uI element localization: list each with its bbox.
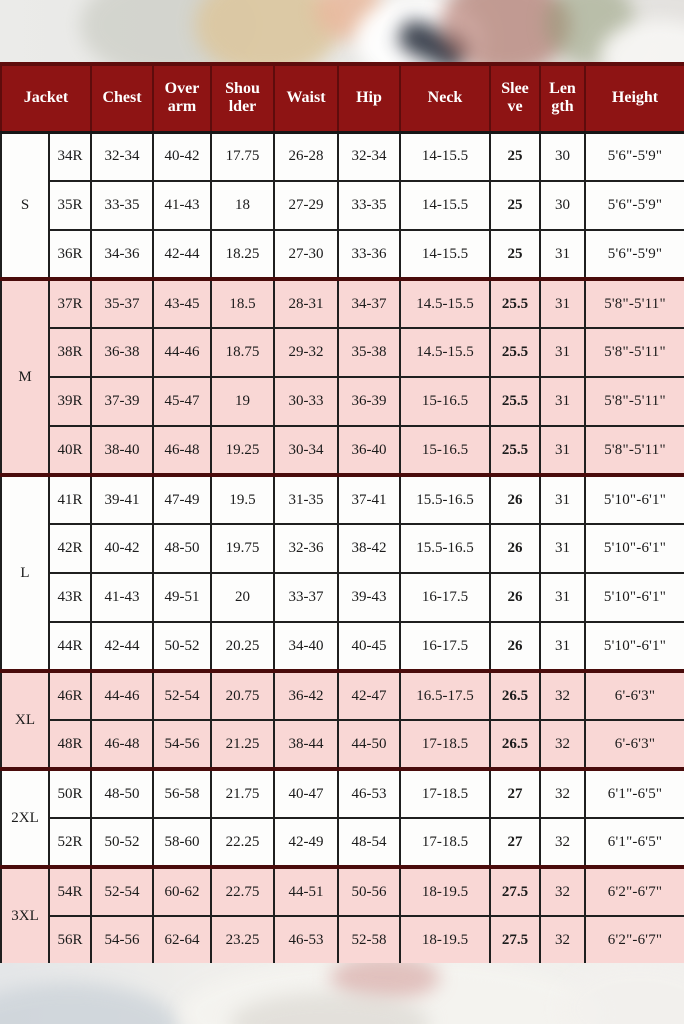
cell-46r-length: 32: [540, 671, 585, 720]
cell-37r-length: 31: [540, 279, 585, 328]
cell-56r-waist: 46-53: [274, 916, 338, 965]
cell-34r-overarm: 40-42: [153, 132, 211, 181]
cell-40r-overarm: 46-48: [153, 426, 211, 475]
cell-46r-hip: 42-47: [338, 671, 400, 720]
cell-34r-length: 30: [540, 132, 585, 181]
cell-36r-length: 31: [540, 230, 585, 279]
cell-44r-jacket: 44R: [49, 622, 91, 671]
header-cell-jacket: Jacket: [1, 64, 91, 132]
background-photo-top: [0, 0, 684, 62]
cell-38r-jacket: 38R: [49, 328, 91, 377]
cell-35r-jacket: 35R: [49, 181, 91, 230]
cell-56r-jacket: 56R: [49, 916, 91, 965]
header-cell-sleeve: Slee ve: [490, 64, 540, 132]
cell-39r-hip: 36-39: [338, 377, 400, 426]
size-row-40r: [1, 426, 684, 475]
cell-52r-height: 6'1"-6'5": [585, 818, 684, 867]
cell-36r-neck: 14-15.5: [400, 230, 490, 279]
cell-54r-neck: 18-19.5: [400, 867, 490, 916]
cell-41r-neck: 15.5-16.5: [400, 475, 490, 524]
cell-37r-waist: 28-31: [274, 279, 338, 328]
group-label-m: M: [1, 279, 49, 475]
cell-44r-chest: 42-44: [91, 622, 153, 671]
cell-37r-jacket: 37R: [49, 279, 91, 328]
size-row-43r: [1, 573, 684, 622]
group-label-xl: XL: [1, 671, 49, 769]
cell-50r-jacket: 50R: [49, 769, 91, 818]
cell-44r-sleeve: 26: [490, 622, 540, 671]
cell-39r-overarm: 45-47: [153, 377, 211, 426]
cell-52r-hip: 48-54: [338, 818, 400, 867]
cell-34r-hip: 32-34: [338, 132, 400, 181]
cell-42r-overarm: 48-50: [153, 524, 211, 573]
cell-39r-waist: 30-33: [274, 377, 338, 426]
cell-38r-length: 31: [540, 328, 585, 377]
cell-43r-overarm: 49-51: [153, 573, 211, 622]
cell-44r-height: 5'10"-6'1": [585, 622, 684, 671]
cell-40r-neck: 15-16.5: [400, 426, 490, 475]
cell-46r-waist: 36-42: [274, 671, 338, 720]
cell-52r-overarm: 58-60: [153, 818, 211, 867]
cell-50r-overarm: 56-58: [153, 769, 211, 818]
size-row-39r: [1, 377, 684, 426]
cell-41r-height: 5'10"-6'1": [585, 475, 684, 524]
cell-48r-shoulder: 21.25: [211, 720, 274, 769]
cell-54r-sleeve: 27.5: [490, 867, 540, 916]
cell-46r-overarm: 52-54: [153, 671, 211, 720]
cell-44r-waist: 34-40: [274, 622, 338, 671]
size-row-37r: [1, 279, 684, 328]
cell-34r-height: 5'6"-5'9": [585, 132, 684, 181]
cell-41r-length: 31: [540, 475, 585, 524]
cell-37r-hip: 34-37: [338, 279, 400, 328]
cell-42r-waist: 32-36: [274, 524, 338, 573]
cell-35r-sleeve: 25: [490, 181, 540, 230]
group-label-s: S: [1, 132, 49, 279]
cell-41r-chest: 39-41: [91, 475, 153, 524]
cell-46r-chest: 44-46: [91, 671, 153, 720]
cell-46r-height: 6'-6'3": [585, 671, 684, 720]
cell-50r-neck: 17-18.5: [400, 769, 490, 818]
cell-38r-shoulder: 18.75: [211, 328, 274, 377]
cell-35r-height: 5'6"-5'9": [585, 181, 684, 230]
cell-56r-length: 32: [540, 916, 585, 965]
cell-34r-waist: 26-28: [274, 132, 338, 181]
cell-50r-waist: 40-47: [274, 769, 338, 818]
cell-42r-length: 31: [540, 524, 585, 573]
cell-38r-chest: 36-38: [91, 328, 153, 377]
cell-42r-hip: 38-42: [338, 524, 400, 573]
cell-43r-jacket: 43R: [49, 573, 91, 622]
size-row-52r: [1, 818, 684, 867]
cell-42r-neck: 15.5-16.5: [400, 524, 490, 573]
cell-40r-height: 5'8"-5'11": [585, 426, 684, 475]
cell-37r-neck: 14.5-15.5: [400, 279, 490, 328]
cell-41r-jacket: 41R: [49, 475, 91, 524]
cell-39r-length: 31: [540, 377, 585, 426]
header-cell-height: Height: [585, 64, 684, 132]
cell-38r-neck: 14.5-15.5: [400, 328, 490, 377]
size-chart-table: [0, 62, 684, 966]
cell-50r-shoulder: 21.75: [211, 769, 274, 818]
cell-41r-hip: 37-41: [338, 475, 400, 524]
cell-37r-height: 5'8"-5'11": [585, 279, 684, 328]
cell-43r-waist: 33-37: [274, 573, 338, 622]
cell-43r-hip: 39-43: [338, 573, 400, 622]
cell-50r-hip: 46-53: [338, 769, 400, 818]
cell-46r-sleeve: 26.5: [490, 671, 540, 720]
cell-40r-shoulder: 19.25: [211, 426, 274, 475]
header-cell-shoulder: Shou lder: [211, 64, 274, 132]
cell-54r-hip: 50-56: [338, 867, 400, 916]
cell-40r-length: 31: [540, 426, 585, 475]
cell-40r-chest: 38-40: [91, 426, 153, 475]
cell-50r-height: 6'1"-6'5": [585, 769, 684, 818]
cell-52r-jacket: 52R: [49, 818, 91, 867]
size-row-34r: [1, 132, 684, 181]
cell-34r-sleeve: 25: [490, 132, 540, 181]
cell-50r-chest: 48-50: [91, 769, 153, 818]
cell-37r-overarm: 43-45: [153, 279, 211, 328]
cell-43r-length: 31: [540, 573, 585, 622]
cell-39r-sleeve: 25.5: [490, 377, 540, 426]
cell-56r-chest: 54-56: [91, 916, 153, 965]
cell-54r-length: 32: [540, 867, 585, 916]
cell-34r-neck: 14-15.5: [400, 132, 490, 181]
cell-35r-shoulder: 18: [211, 181, 274, 230]
size-row-50r: [1, 769, 684, 818]
cell-54r-overarm: 60-62: [153, 867, 211, 916]
cell-54r-waist: 44-51: [274, 867, 338, 916]
cell-46r-jacket: 46R: [49, 671, 91, 720]
cell-37r-chest: 35-37: [91, 279, 153, 328]
cell-38r-height: 5'8"-5'11": [585, 328, 684, 377]
cell-39r-shoulder: 19: [211, 377, 274, 426]
header-cell-hip: Hip: [338, 64, 400, 132]
cell-40r-jacket: 40R: [49, 426, 91, 475]
cell-52r-sleeve: 27: [490, 818, 540, 867]
cell-52r-waist: 42-49: [274, 818, 338, 867]
cell-42r-shoulder: 19.75: [211, 524, 274, 573]
size-row-46r: [1, 671, 684, 720]
cell-48r-hip: 44-50: [338, 720, 400, 769]
header-cell-waist: Waist: [274, 64, 338, 132]
group-label-3xl: 3XL: [1, 867, 49, 965]
cell-36r-hip: 33-36: [338, 230, 400, 279]
header-cell-length: Len gth: [540, 64, 585, 132]
cell-38r-overarm: 44-46: [153, 328, 211, 377]
background-photo-bottom: [0, 963, 684, 1024]
cell-50r-sleeve: 27: [490, 769, 540, 818]
cell-40r-hip: 36-40: [338, 426, 400, 475]
cell-38r-sleeve: 25.5: [490, 328, 540, 377]
cell-40r-sleeve: 25.5: [490, 426, 540, 475]
cell-43r-sleeve: 26: [490, 573, 540, 622]
size-row-38r: [1, 328, 684, 377]
cell-52r-shoulder: 22.25: [211, 818, 274, 867]
cell-48r-jacket: 48R: [49, 720, 91, 769]
cell-40r-waist: 30-34: [274, 426, 338, 475]
cell-36r-sleeve: 25: [490, 230, 540, 279]
cell-43r-neck: 16-17.5: [400, 573, 490, 622]
cell-36r-height: 5'6"-5'9": [585, 230, 684, 279]
blue-gray-corner-blur: [0, 983, 180, 1024]
cell-44r-hip: 40-45: [338, 622, 400, 671]
cell-54r-shoulder: 22.75: [211, 867, 274, 916]
cell-42r-height: 5'10"-6'1": [585, 524, 684, 573]
cell-48r-sleeve: 26.5: [490, 720, 540, 769]
cell-34r-jacket: 34R: [49, 132, 91, 181]
header-cell-chest: Chest: [91, 64, 153, 132]
cell-38r-waist: 29-32: [274, 328, 338, 377]
size-row-36r: [1, 230, 684, 279]
header-cell-neck: Neck: [400, 64, 490, 132]
cell-42r-chest: 40-42: [91, 524, 153, 573]
size-row-54r: [1, 867, 684, 916]
cell-48r-height: 6'-6'3": [585, 720, 684, 769]
cell-52r-length: 32: [540, 818, 585, 867]
cell-36r-jacket: 36R: [49, 230, 91, 279]
cell-38r-hip: 35-38: [338, 328, 400, 377]
cell-34r-chest: 32-34: [91, 132, 153, 181]
cell-41r-waist: 31-35: [274, 475, 338, 524]
cell-56r-neck: 18-19.5: [400, 916, 490, 965]
cell-34r-shoulder: 17.75: [211, 132, 274, 181]
cell-42r-sleeve: 26: [490, 524, 540, 573]
cell-48r-chest: 46-48: [91, 720, 153, 769]
cell-54r-jacket: 54R: [49, 867, 91, 916]
cell-56r-sleeve: 27.5: [490, 916, 540, 965]
cell-35r-waist: 27-29: [274, 181, 338, 230]
cell-54r-chest: 52-54: [91, 867, 153, 916]
cell-42r-jacket: 42R: [49, 524, 91, 573]
cell-44r-overarm: 50-52: [153, 622, 211, 671]
cell-39r-jacket: 39R: [49, 377, 91, 426]
cell-48r-length: 32: [540, 720, 585, 769]
cell-46r-shoulder: 20.75: [211, 671, 274, 720]
cell-36r-waist: 27-30: [274, 230, 338, 279]
cell-52r-neck: 17-18.5: [400, 818, 490, 867]
cell-44r-length: 31: [540, 622, 585, 671]
cell-43r-chest: 41-43: [91, 573, 153, 622]
size-row-44r: [1, 622, 684, 671]
group-label-l: L: [1, 475, 49, 671]
cell-48r-waist: 38-44: [274, 720, 338, 769]
cell-41r-shoulder: 19.5: [211, 475, 274, 524]
cell-50r-length: 32: [540, 769, 585, 818]
cell-36r-chest: 34-36: [91, 230, 153, 279]
cell-44r-shoulder: 20.25: [211, 622, 274, 671]
cell-35r-length: 30: [540, 181, 585, 230]
size-row-42r: [1, 524, 684, 573]
cell-41r-overarm: 47-49: [153, 475, 211, 524]
cell-56r-height: 6'2"-6'7": [585, 916, 684, 965]
cell-39r-height: 5'8"-5'11": [585, 377, 684, 426]
cell-43r-height: 5'10"-6'1": [585, 573, 684, 622]
cell-37r-shoulder: 18.5: [211, 279, 274, 328]
cell-43r-shoulder: 20: [211, 573, 274, 622]
cell-35r-overarm: 41-43: [153, 181, 211, 230]
cell-39r-chest: 37-39: [91, 377, 153, 426]
cell-37r-sleeve: 25.5: [490, 279, 540, 328]
cell-39r-neck: 15-16.5: [400, 377, 490, 426]
cell-52r-chest: 50-52: [91, 818, 153, 867]
cell-44r-neck: 16-17.5: [400, 622, 490, 671]
group-label-2xl: 2XL: [1, 769, 49, 867]
cell-56r-overarm: 62-64: [153, 916, 211, 965]
cell-35r-neck: 14-15.5: [400, 181, 490, 230]
size-row-48r: [1, 720, 684, 769]
cell-56r-shoulder: 23.25: [211, 916, 274, 965]
cell-48r-overarm: 54-56: [153, 720, 211, 769]
cell-54r-height: 6'2"-6'7": [585, 867, 684, 916]
size-row-41r: [1, 475, 684, 524]
cell-41r-sleeve: 26: [490, 475, 540, 524]
size-row-56r: [1, 916, 684, 965]
header-cell-overarm: Over arm: [153, 64, 211, 132]
fabric-highlight-blur: [560, 963, 684, 1024]
cell-56r-hip: 52-58: [338, 916, 400, 965]
cell-36r-overarm: 42-44: [153, 230, 211, 279]
cell-36r-shoulder: 18.25: [211, 230, 274, 279]
cell-46r-neck: 16.5-17.5: [400, 671, 490, 720]
cell-35r-hip: 33-35: [338, 181, 400, 230]
cell-35r-chest: 33-35: [91, 181, 153, 230]
size-row-35r: [1, 181, 684, 230]
cell-48r-neck: 17-18.5: [400, 720, 490, 769]
